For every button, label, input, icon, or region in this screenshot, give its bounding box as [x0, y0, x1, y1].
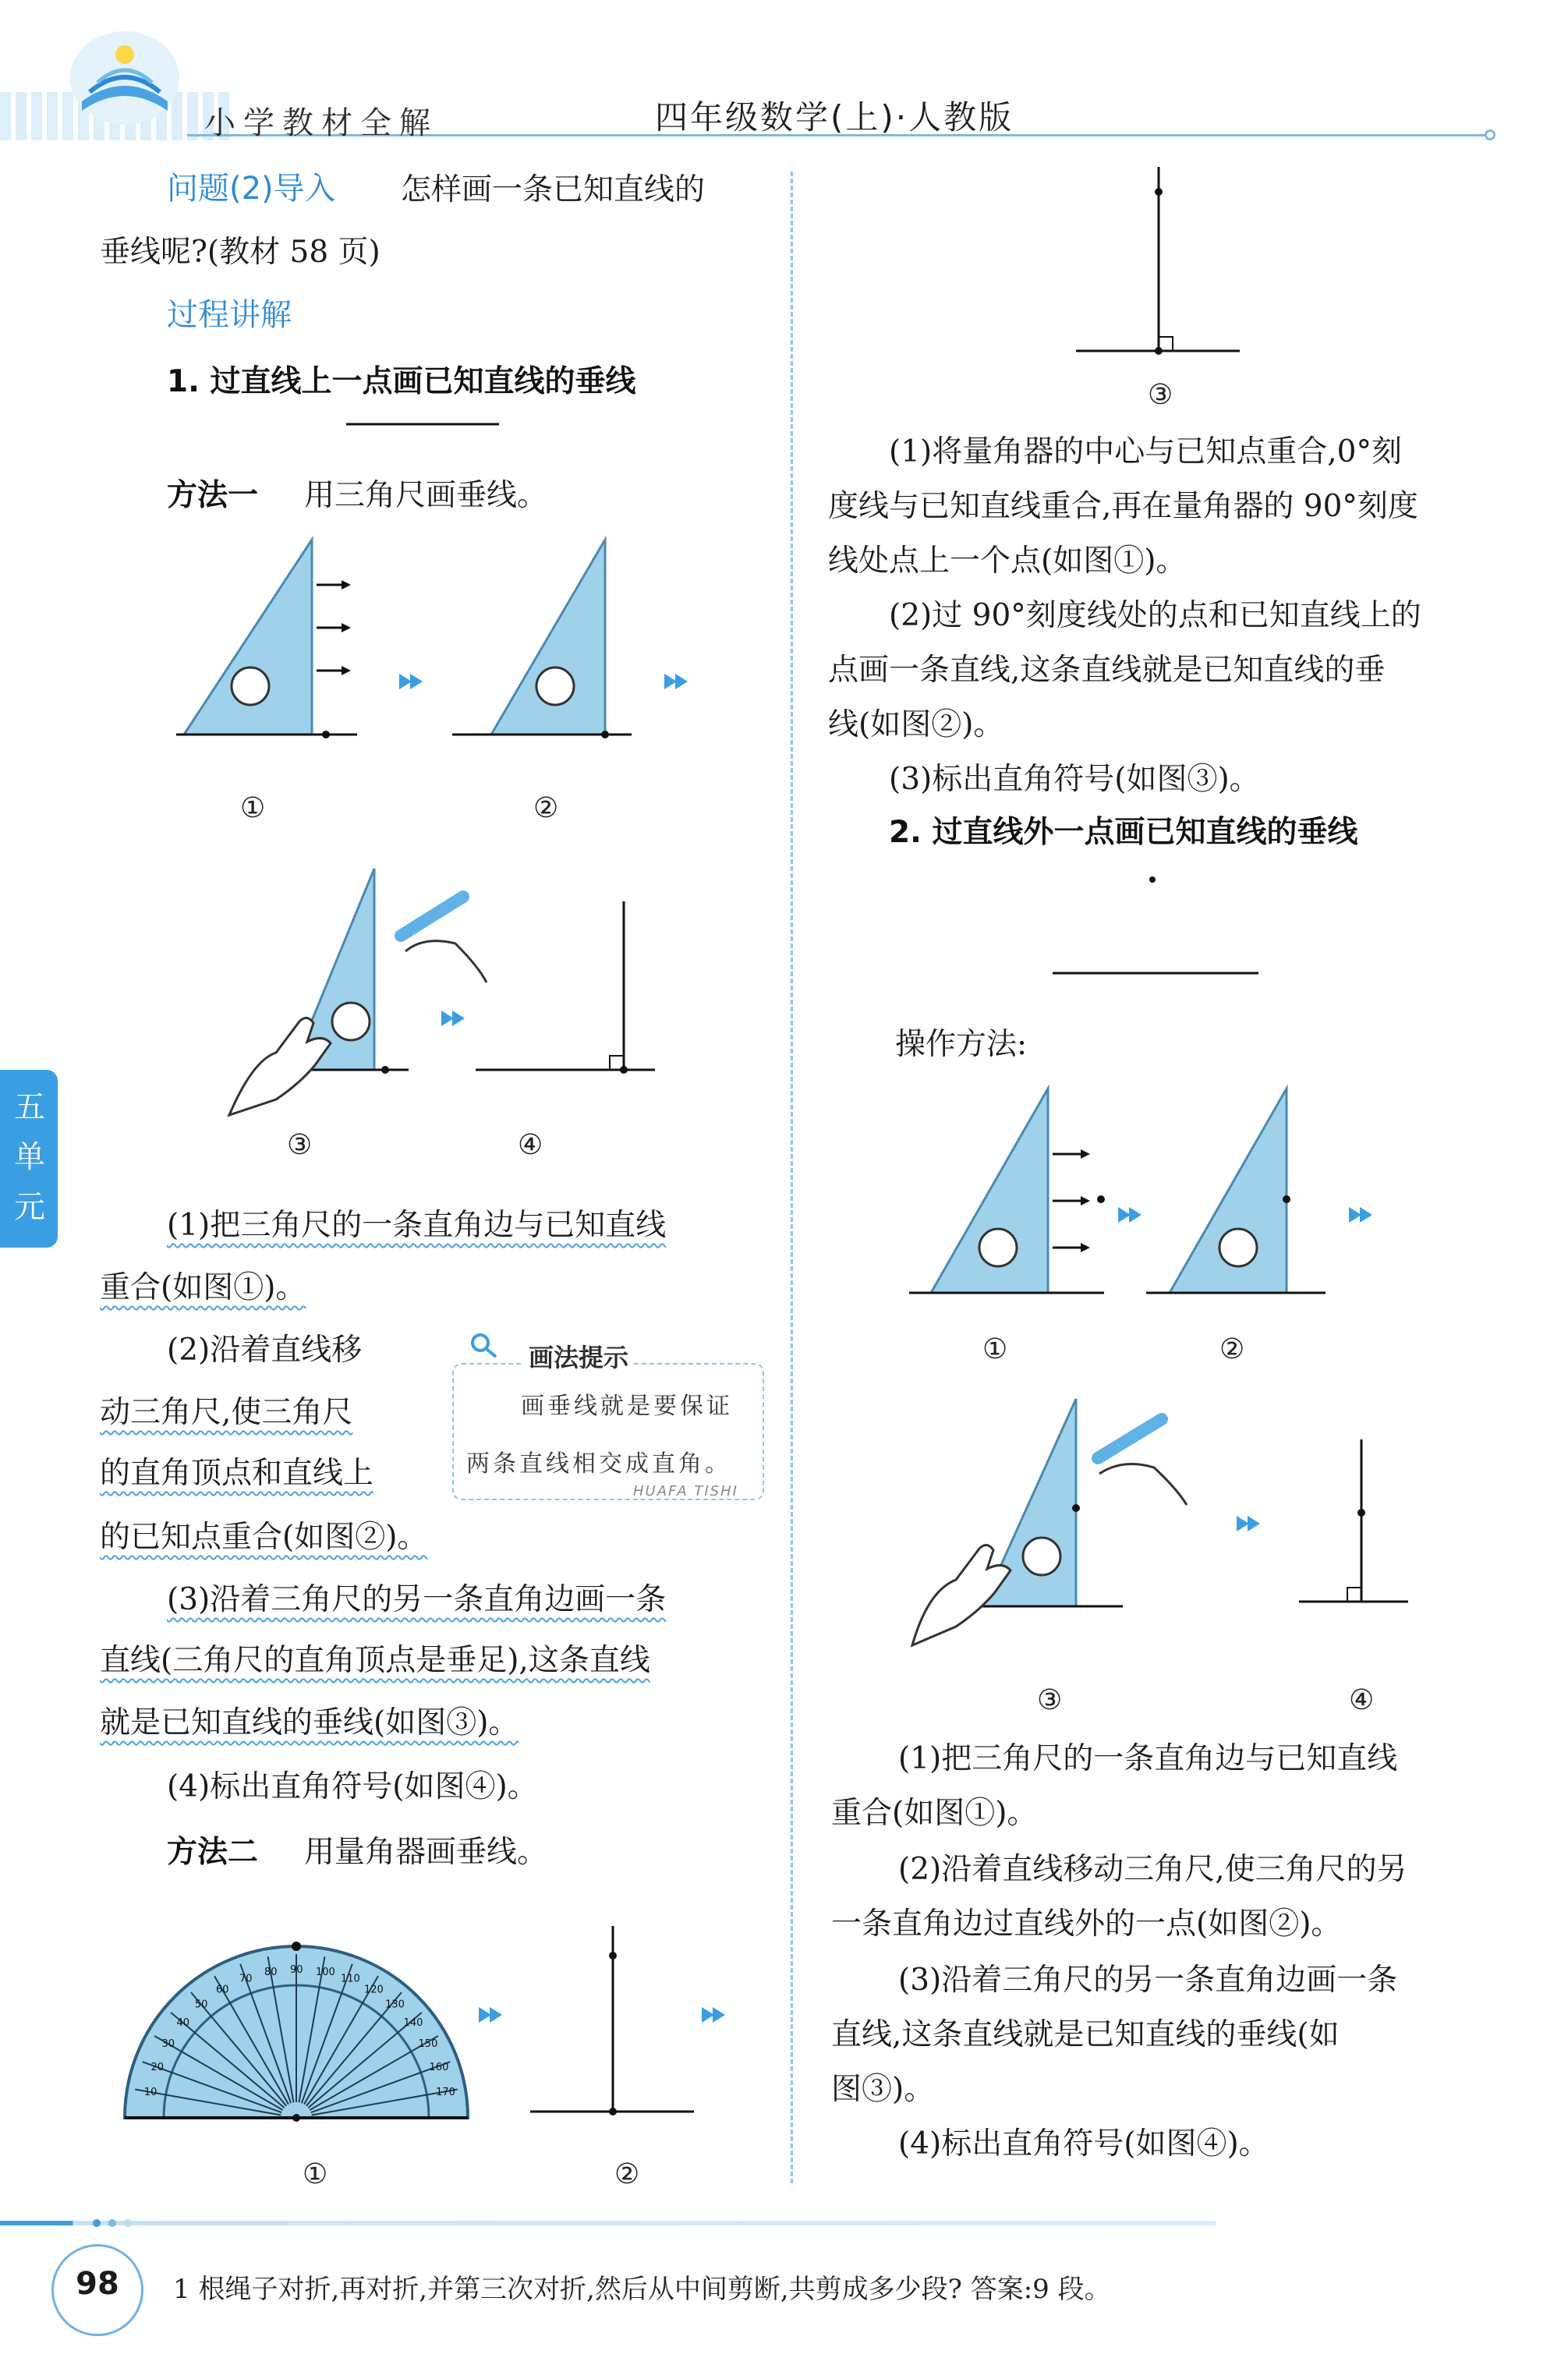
- fig4-perpendicular-diagram: [476, 897, 663, 1084]
- step2-line-a: (2)沿着直线移: [167, 1333, 363, 1368]
- protractor-fig1-caption: ①: [303, 2158, 328, 2190]
- protractor-step3: (3)标出直角符号(如图③)。: [889, 762, 1260, 797]
- r-fig4-perpendicular-diagram: [1294, 1435, 1419, 1614]
- r-step1-a: (1)把三角尺的一条直角边与已知直线: [898, 1741, 1398, 1776]
- protractor-tick-label: 40: [176, 2016, 189, 2029]
- drawing-tip-pinyin: HUAFA TISHI: [633, 1483, 738, 1499]
- series-title: 小学教材全解: [204, 105, 438, 141]
- step2-line-b: [100, 1388, 352, 1432]
- protractor-tick-label: 150: [418, 2038, 438, 2050]
- protractor-tick-label: 170: [436, 2087, 455, 2099]
- next-step-arrow-icon: [664, 674, 696, 692]
- method2-label: 方法二: [167, 1835, 259, 1870]
- unit-side-tab-label: 五单元: [14, 1089, 45, 1225]
- step2-line-c-text: 的直角顶点和直线上: [100, 1456, 374, 1491]
- next-step-arrow-icon: [1118, 1207, 1149, 1226]
- fig2-caption: ②: [533, 792, 559, 824]
- protractor-tick-label: 30: [161, 2038, 175, 2050]
- r-step3-b: 直线,这条直线就是已知直线的垂线(如: [831, 2017, 1340, 2052]
- page-number: 98: [76, 2266, 119, 2302]
- intro-text-1: 怎样画一条已知直线的: [401, 172, 706, 207]
- fig2-triangle-diagram: [452, 530, 639, 741]
- r-step4: (4)标出直角符号(如图④)。: [898, 2126, 1269, 2161]
- fig3-hand-drawing-diagram: [221, 866, 502, 1123]
- protractor-tick-label: 80: [264, 1966, 278, 1978]
- protractor-tick-label: 10: [143, 2087, 158, 2099]
- step2-line-b-text: 动三角尺,使三角尺: [100, 1395, 353, 1430]
- next-step-arrow-icon: [479, 2007, 510, 2026]
- intro-label: 问题(2)导入: [167, 171, 336, 207]
- protractor-step1-c: 线处点上一个点(如图①)。: [828, 543, 1187, 579]
- next-step-arrow-icon: [1237, 1516, 1268, 1535]
- operation-label: 操作方法:: [895, 1027, 1028, 1062]
- r-fig2-caption: ②: [1219, 1333, 1245, 1365]
- step3-line-b-text: 直线(三角尺的直角顶点是垂足),这条直线: [100, 1643, 650, 1678]
- protractor-step2-a: (2)过 90°刻度线处的点和已知直线上的: [889, 598, 1421, 633]
- section1-title: 1. 过直线上一点画已知直线的垂线: [167, 364, 636, 399]
- intro-text-2: 垂线呢?(教材 58 页): [100, 235, 380, 270]
- header-rule-dot: [1485, 129, 1495, 140]
- protractor-tick-label: 120: [364, 1984, 384, 1996]
- method2-text: 用量角器画垂线。: [304, 1835, 548, 1870]
- drawing-tip-line-2: 两条直线相交成直角。: [466, 1450, 731, 1478]
- fig1-triangle-diagram: [176, 530, 363, 741]
- protractor-tick-label: 20: [150, 2062, 165, 2074]
- protractor-diagram: [117, 1934, 476, 2129]
- fig4-caption: ④: [518, 1129, 543, 1161]
- r-fig3-caption: ③: [1037, 1684, 1063, 1716]
- r-step3-a: (3)沿着三角尺的另一条直角边画一条: [898, 1963, 1398, 1998]
- step1-line-b-text: 重合(如图①)。: [100, 1270, 306, 1305]
- r-fig2-triangle-diagram: [1146, 1084, 1333, 1302]
- r-fig1-caption: ①: [982, 1333, 1008, 1365]
- next-step-arrow-icon: [1349, 1207, 1380, 1226]
- fig3-caption: ③: [287, 1129, 313, 1161]
- section2-title: 2. 过直线外一点画已知直线的垂线: [889, 815, 1358, 850]
- r-step1-b: 重合(如图①)。: [831, 1796, 1038, 1831]
- step1-line-a-text: (1)把三角尺的一条直角边与已知直线: [167, 1208, 667, 1243]
- protractor-step1-b: 度线与已知直线重合,再在量角器的 90°刻度: [828, 489, 1418, 524]
- method1-label: 方法一: [167, 478, 259, 513]
- protractor-step2-b: 点画一条直线,这条直线就是已知直线的垂: [828, 653, 1386, 688]
- step3-line-a: [167, 1575, 666, 1619]
- protractor-step1-a: (1)将量角器的中心与已知点重合,0°刻: [889, 434, 1402, 469]
- step2-line-d-text: 的已知点重合(如图②)。: [100, 1520, 428, 1555]
- protractor-tick-label: 140: [403, 2016, 423, 2029]
- protractor-tick-label: 110: [340, 1973, 360, 1985]
- footer-dots-icon: [90, 2218, 145, 2229]
- protractor-tick-label: 160: [429, 2062, 449, 2074]
- book-logo-icon: [62, 23, 187, 133]
- protractor-fig2-diagram: [522, 1923, 710, 2126]
- r-step2-a: (2)沿着直线移动三角尺,使三角尺的另: [898, 1852, 1407, 1887]
- r-step2-b: 一条直角边过直线外的一点(如图②)。: [831, 1907, 1342, 1942]
- protractor-fig3-diagram: [1068, 164, 1248, 359]
- r-fig1-triangle-diagram: [909, 1084, 1112, 1302]
- footer-riddle: 1 根绳子对折,再对折,并第三次对折,然后从中间剪断,共剪成多少段? 答案:9 段。: [173, 2274, 1111, 2305]
- protractor-tick-label: 100: [315, 1966, 335, 1978]
- protractor-fig3-caption: ③: [1148, 379, 1173, 411]
- protractor-fig2-caption: ②: [614, 2158, 640, 2190]
- next-step-arrow-icon: [702, 2007, 733, 2026]
- step3-line-b: [100, 1636, 650, 1680]
- drawing-tip-box: [452, 1363, 764, 1500]
- step3-line-c: [100, 1698, 519, 1742]
- given-line-sample: [346, 421, 502, 429]
- process-label: 过程讲解: [167, 297, 292, 333]
- protractor-tick-label: 60: [216, 1984, 229, 1996]
- drawing-tip-title: 画法提示: [524, 1338, 633, 1374]
- next-step-arrow-icon: [399, 674, 430, 692]
- step2-line-d: [100, 1513, 427, 1556]
- protractor-tick-label: 130: [385, 1999, 405, 2011]
- step1-line-b: [100, 1263, 306, 1307]
- drawing-tip-line-1: 画垂线就是要保证: [521, 1393, 733, 1420]
- step4-line: (4)标出直角符号(如图④)。: [167, 1769, 538, 1804]
- r-fig4-caption: ④: [1349, 1684, 1375, 1716]
- column-divider: [791, 172, 793, 2183]
- next-step-arrow-icon: [441, 1011, 473, 1029]
- step3-line-a-text: (3)沿着三角尺的另一条直角边画一条: [167, 1582, 667, 1617]
- book-title: 四年级数学(上)·人教版: [655, 98, 1014, 136]
- protractor-tick-label: 90: [290, 1964, 303, 1976]
- step1-line-a: [167, 1201, 666, 1244]
- protractor-tick-label: 50: [194, 1999, 208, 2011]
- footer-rule: [0, 2221, 1216, 2225]
- point-and-line-sample: [1045, 873, 1271, 982]
- step2-line-c: [100, 1449, 373, 1492]
- fig1-caption: ①: [240, 792, 266, 824]
- protractor-step2-c: 线(如图②)。: [828, 707, 1004, 742]
- r-step3-c: 图③)。: [831, 2072, 935, 2107]
- r-fig3-hand-drawing-diagram: [904, 1396, 1201, 1661]
- protractor-tick-label: 70: [239, 1973, 253, 1985]
- magnifier-icon: [465, 1330, 511, 1361]
- method1-text: 用三角尺画垂线。: [304, 478, 548, 513]
- step3-line-c-text: 就是已知直线的垂线(如图③)。: [100, 1705, 519, 1740]
